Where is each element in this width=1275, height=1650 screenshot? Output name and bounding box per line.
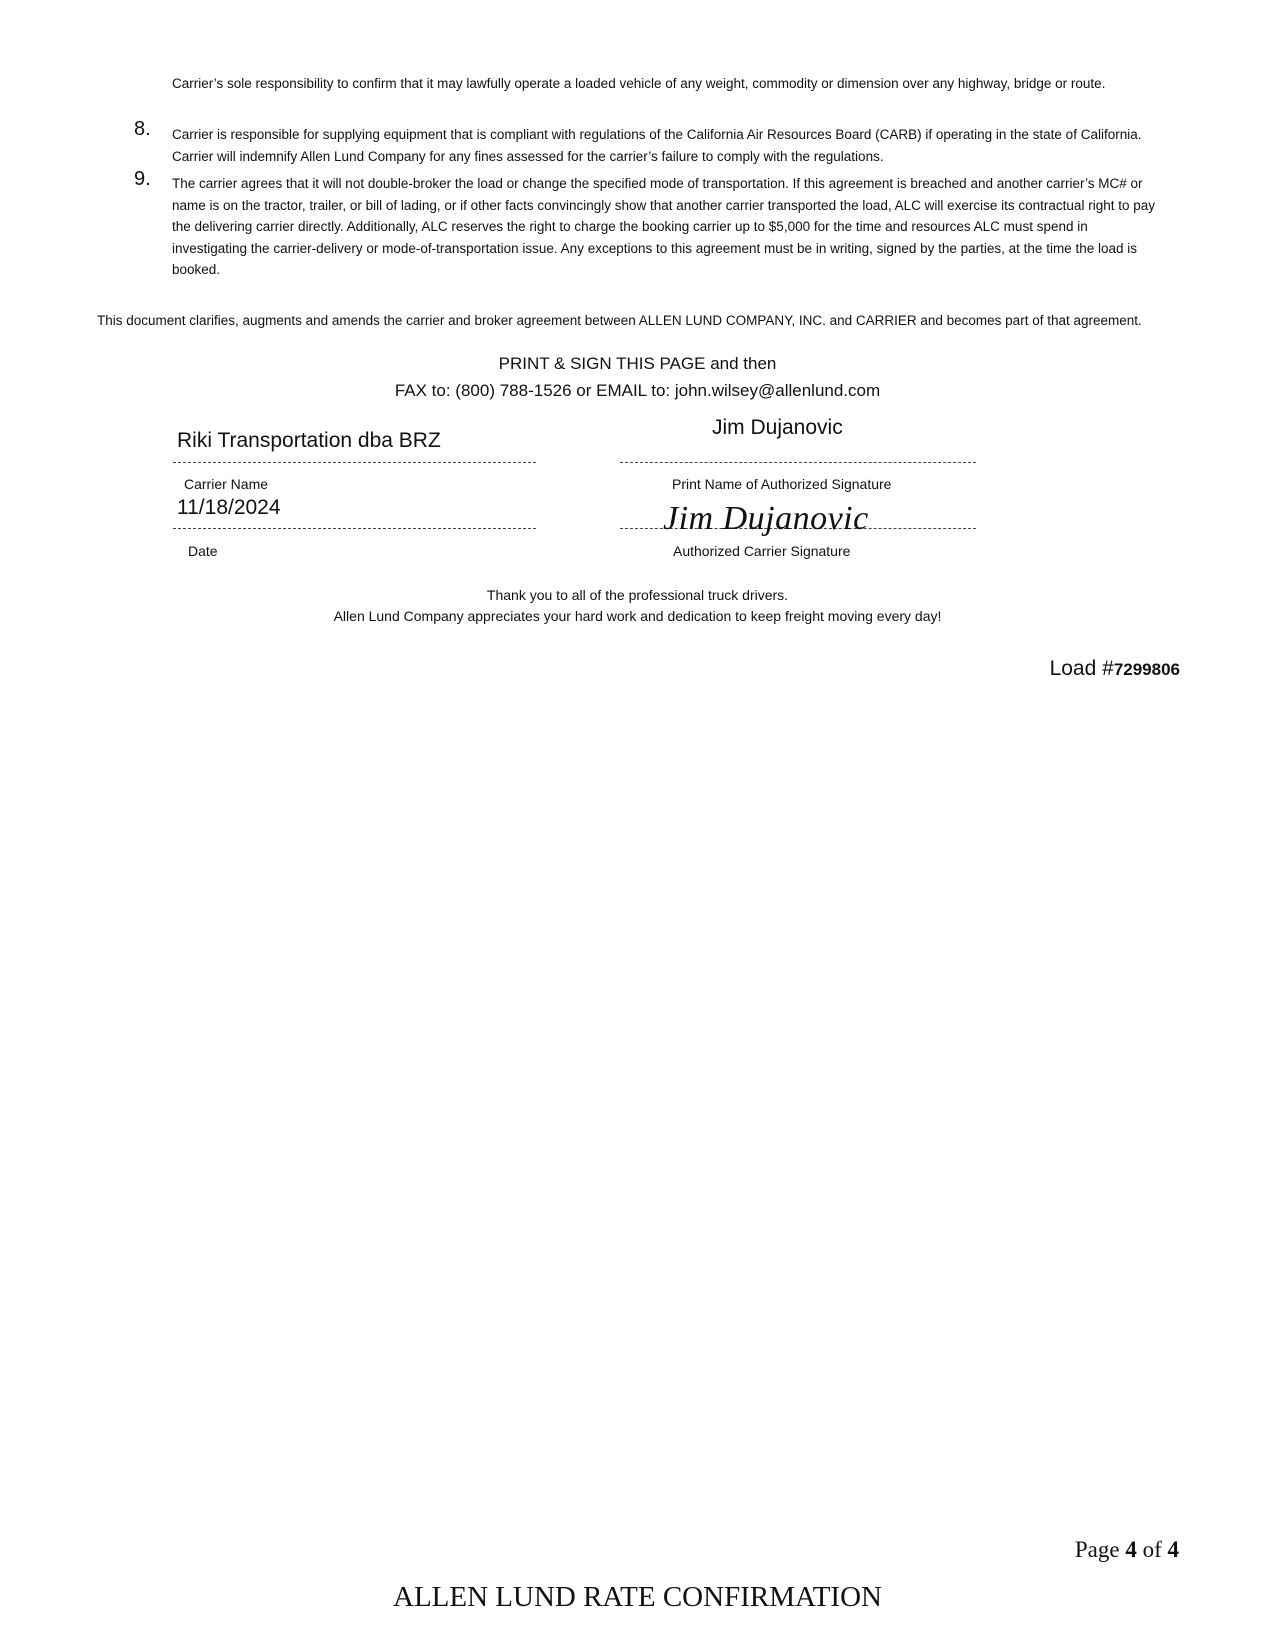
- page-indicator: [1075, 1537, 1179, 1563]
- carrier-name-line: [173, 462, 536, 463]
- date-value[interactable]: 11/18/2024: [177, 496, 281, 519]
- print-sign-instruction: PRINT & SIGN THIS PAGE and then: [498, 354, 777, 373]
- fax-email-instruction: FAX to: (800) 788-1526 or EMAIL to: john.wilsey@allenlund.com: [394, 381, 881, 400]
- page-current: 4: [1125, 1537, 1137, 1562]
- signature-label: Authorized Carrier Signature: [673, 543, 851, 559]
- clause-7-continuation: Carrier’s sole responsibility to confirm that it may lawfully operate a loaded vehicle of any weight, commodity or dimension over any highway, bridge or route.: [172, 76, 1106, 91]
- clause-9-number: 9.: [134, 168, 151, 190]
- print-name-line: [620, 462, 976, 463]
- date-line: [173, 528, 536, 529]
- thanks-line-2: Allen Lund Company appreciates your hard work and dedication to keep freight moving every day!: [333, 608, 942, 624]
- document-title: ALLEN LUND RATE CONFIRMATION: [393, 1581, 882, 1613]
- load-number-value: 7299806: [1113, 660, 1180, 679]
- clause-8-text: Carrier is responsible for supplying equipment that is compliant with regulations of the California Air Resources Board (CARB) if operating in the state of California. Carrier will indemnify Allen Lund Company for any fines assessed for the carrier’s failure to comply with the regulations.: [172, 127, 1142, 164]
- carrier-name-label: Carrier Name: [184, 476, 269, 492]
- print-name-label: Print Name of Authorized Signature: [672, 476, 892, 492]
- load-number: [1050, 657, 1180, 681]
- thanks-line-1: Thank you to all of the professional truck drivers.: [486, 587, 789, 603]
- handwritten-signature[interactable]: Jim Dujanovic: [663, 500, 869, 537]
- page-total: 4: [1167, 1537, 1179, 1562]
- page-word: Page: [1074, 1537, 1120, 1562]
- of-word: of: [1142, 1537, 1162, 1562]
- clause-9-text: The carrier agrees that it will not double-broker the load or change the specified mode of transportation. If this agreement is breached and another carrier’s MC# or name is on the tractor, trailer, or bill of lading, or if other facts convincingly show that another carrier transported the load, ALC will exercise its contractual right to pay the delivering carrier directly. Additionally, ALC reserves the right to charge the booking carrier up to $5,000 for the time and resources ALC must spend in investigating the carrier-delivery or mode-of-transportation issue. Any exceptions to this agreement must be in writing, signed by the parties, at the time the load is booked.: [172, 176, 1155, 277]
- carrier-name-value[interactable]: Riki Transportation dba BRZ: [177, 429, 441, 452]
- print-name-value[interactable]: Jim Dujanovic: [712, 416, 843, 439]
- load-prefix: Load #: [1049, 657, 1114, 680]
- amendment-note: This document clarifies, augments and amends the carrier and broker agreement between ALLEN LUND COMPANY, INC. and CARRIER and becomes part of that agreement.: [97, 313, 1142, 328]
- date-label: Date: [188, 543, 218, 559]
- clause-8-number: 8.: [134, 118, 151, 140]
